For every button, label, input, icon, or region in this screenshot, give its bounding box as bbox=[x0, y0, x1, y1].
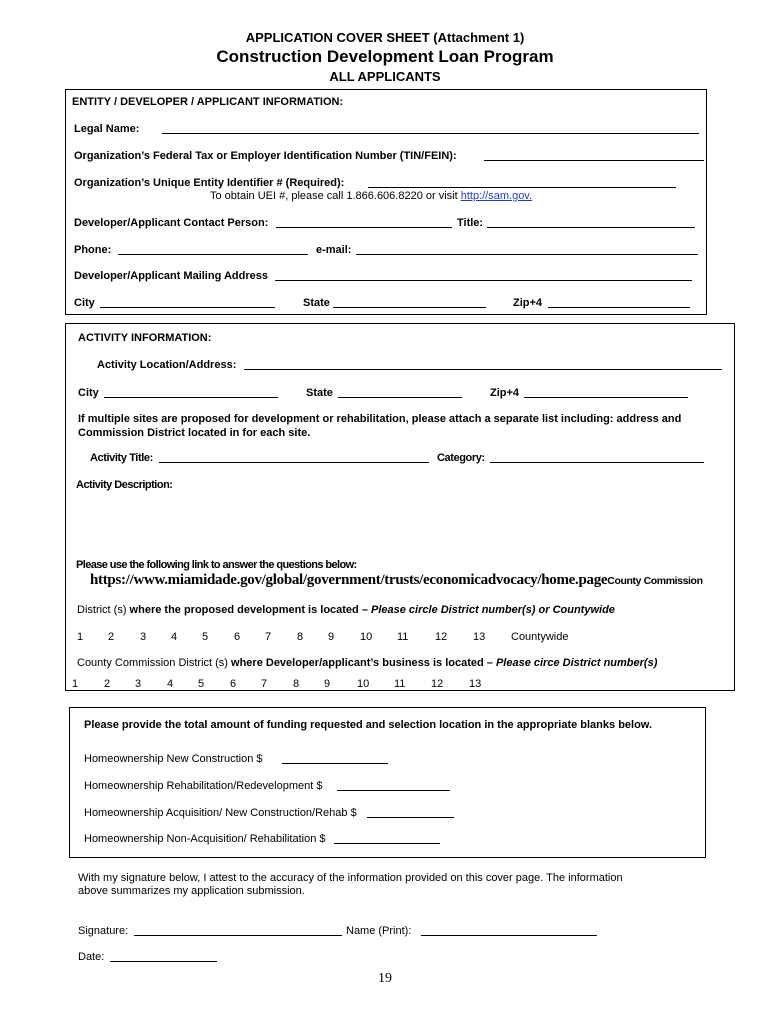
funding-new-construction-field[interactable] bbox=[282, 753, 388, 767]
tin-field[interactable] bbox=[484, 150, 704, 164]
district-q1-a: District (s) bbox=[77, 604, 127, 616]
district-8-option[interactable]: 8 bbox=[297, 631, 304, 643]
activity-state-label: State bbox=[306, 387, 333, 399]
activity-location-label: Activity Location/Address: bbox=[97, 359, 237, 371]
contact-label: Developer/Applicant Contact Person: bbox=[74, 217, 269, 229]
district-10-option[interactable]: 10 bbox=[360, 631, 373, 643]
funding-heading: Please provide the total amount of funding requested and selection location in the appropriate blanks below. bbox=[84, 719, 653, 731]
district-9-option[interactable]: 9 bbox=[328, 631, 335, 643]
mailing-field[interactable] bbox=[275, 270, 692, 284]
entity-city-field[interactable] bbox=[100, 297, 275, 311]
activity-description-label: Activity Description: bbox=[76, 479, 173, 491]
funding-new-construction: Homeownership New Construction $ bbox=[84, 753, 263, 765]
activity-state-field[interactable] bbox=[338, 387, 462, 401]
district-3-option[interactable]: 3 bbox=[140, 631, 147, 643]
header-subtitle: ALL APPLICANTS bbox=[329, 69, 441, 84]
sam-gov-link[interactable]: http://sam.gov. bbox=[460, 190, 533, 202]
business-district-13-option[interactable]: 13 bbox=[469, 678, 482, 690]
business-district-5-option[interactable]: 5 bbox=[198, 678, 205, 690]
email-field[interactable] bbox=[356, 244, 698, 258]
business-district-10-option[interactable]: 10 bbox=[357, 678, 370, 690]
attest-line-2: above summarizes my application submission. bbox=[78, 885, 305, 897]
legal-name-label: Legal Name: bbox=[74, 123, 140, 135]
business-district-7-option[interactable]: 7 bbox=[261, 678, 268, 690]
date-label: Date: bbox=[78, 951, 105, 963]
name-print-field[interactable] bbox=[421, 925, 597, 939]
activity-zip-label: Zip+4 bbox=[490, 387, 520, 399]
district-question-2 bbox=[77, 657, 657, 669]
link-row bbox=[90, 572, 703, 589]
multi-site-note-2: Commission District located in for each site. bbox=[78, 427, 311, 439]
district-4-option[interactable]: 4 bbox=[171, 631, 178, 643]
miamidade-link[interactable]: https://www.miamidade.gov/global/government/trusts/economicadvocacy/home.page bbox=[90, 572, 608, 588]
countywide-option[interactable]: Countywide bbox=[511, 631, 569, 643]
business-district-1-option[interactable]: 1 bbox=[72, 678, 79, 690]
uei-field[interactable] bbox=[368, 177, 676, 191]
entity-zip-label: Zip+4 bbox=[513, 297, 543, 309]
legal-name-field[interactable] bbox=[162, 123, 699, 137]
business-district-2-option[interactable]: 2 bbox=[104, 678, 111, 690]
multi-site-note-1: If multiple sites are proposed for development or rehabilitation, please attach a separate list including: address and bbox=[78, 413, 682, 425]
district-6-option[interactable]: 6 bbox=[234, 631, 241, 643]
entity-zip-field[interactable] bbox=[548, 297, 690, 311]
funding-rehabilitation: Homeownership Rehabilitation/Redevelopment $ bbox=[84, 780, 323, 792]
business-district-3-option[interactable]: 3 bbox=[135, 678, 142, 690]
category-field[interactable] bbox=[490, 452, 704, 466]
funding-acquisition-field[interactable] bbox=[367, 807, 454, 821]
header-title: Construction Development Loan Program bbox=[216, 47, 554, 66]
business-district-4-option[interactable]: 4 bbox=[167, 678, 174, 690]
entity-city-label: City bbox=[74, 297, 95, 309]
activity-city-field[interactable] bbox=[104, 387, 278, 401]
activity-location-field[interactable] bbox=[244, 359, 722, 373]
business-district-6-option[interactable]: 6 bbox=[230, 678, 237, 690]
header-line1: APPLICATION COVER SHEET (Attachment 1) bbox=[245, 30, 525, 45]
attest-line-1: With my signature below, I attest to the accuracy of the information provided on this cover page. The information bbox=[78, 872, 623, 884]
district-1-option[interactable]: 1 bbox=[77, 631, 84, 643]
link-suffix: County Commission bbox=[607, 575, 703, 587]
district-q1-c: Please circle District number(s) or Countywide bbox=[371, 604, 615, 616]
district-q2-b: where Developer/applicant’s business is located – bbox=[227, 657, 496, 669]
mailing-label: Developer/Applicant Mailing Address bbox=[74, 270, 268, 282]
signature-field[interactable] bbox=[134, 925, 342, 939]
uei-note bbox=[210, 190, 532, 202]
district-7-option[interactable]: 7 bbox=[265, 631, 272, 643]
entity-state-label: State bbox=[303, 297, 330, 309]
date-field[interactable] bbox=[110, 951, 217, 965]
name-print-label: Name (Print): bbox=[346, 925, 412, 937]
activity-zip-field[interactable] bbox=[524, 387, 688, 401]
funding-acquisition: Homeownership Acquisition/ New Construction/Rehab $ bbox=[84, 807, 357, 819]
entity-heading: ENTITY / DEVELOPER / APPLICANT INFORMATION: bbox=[72, 96, 344, 108]
activity-city-label: City bbox=[78, 387, 99, 399]
title-field[interactable] bbox=[487, 217, 695, 231]
funding-non-acquisition: Homeownership Non-Acquisition/ Rehabilitation $ bbox=[84, 833, 326, 845]
business-district-8-option[interactable]: 8 bbox=[293, 678, 300, 690]
entity-state-field[interactable] bbox=[333, 297, 486, 311]
link-intro: Please use the following link to answer the questions below: bbox=[76, 559, 357, 571]
category-label: Category: bbox=[437, 452, 485, 464]
page-number: 19 bbox=[378, 971, 392, 986]
business-district-9-option[interactable]: 9 bbox=[324, 678, 331, 690]
district-q2-a: County Commission District (s) bbox=[77, 657, 228, 669]
email-label: e-mail: bbox=[316, 244, 352, 256]
phone-label: Phone: bbox=[74, 244, 112, 256]
district-13-option[interactable]: 13 bbox=[473, 631, 486, 643]
district-q2-c: Please circe District number(s) bbox=[495, 657, 658, 669]
business-district-11-option[interactable]: 11 bbox=[394, 678, 406, 690]
signature-label: Signature: bbox=[78, 925, 129, 937]
title-label: Title: bbox=[457, 217, 484, 229]
district-q1-b: where the proposed development is located – bbox=[126, 604, 372, 616]
tin-label: Organization’s Federal Tax or Employer Identification Number (TIN/FEIN): bbox=[74, 150, 457, 162]
activity-title-label: Activity Title: bbox=[90, 452, 153, 464]
district-11-option[interactable]: 11 bbox=[397, 631, 409, 643]
uei-label: Organization’s Unique Entity Identifier # (Required): bbox=[74, 177, 345, 189]
uei-note-text: To obtain UEI #, please call 1.866.606.8220 or visit bbox=[210, 190, 458, 202]
contact-field[interactable] bbox=[276, 217, 452, 231]
activity-heading: ACTIVITY INFORMATION: bbox=[78, 332, 212, 344]
district-2-option[interactable]: 2 bbox=[108, 631, 115, 643]
funding-non-acquisition-field[interactable] bbox=[334, 833, 440, 847]
district-12-option[interactable]: 12 bbox=[435, 631, 448, 643]
district-5-option[interactable]: 5 bbox=[202, 631, 209, 643]
activity-description-area[interactable] bbox=[76, 494, 716, 552]
phone-field[interactable] bbox=[118, 244, 308, 258]
activity-title-field[interactable] bbox=[159, 452, 429, 466]
funding-rehabilitation-field[interactable] bbox=[337, 780, 450, 794]
district-question-1 bbox=[77, 604, 615, 616]
business-district-12-option[interactable]: 12 bbox=[431, 678, 444, 690]
